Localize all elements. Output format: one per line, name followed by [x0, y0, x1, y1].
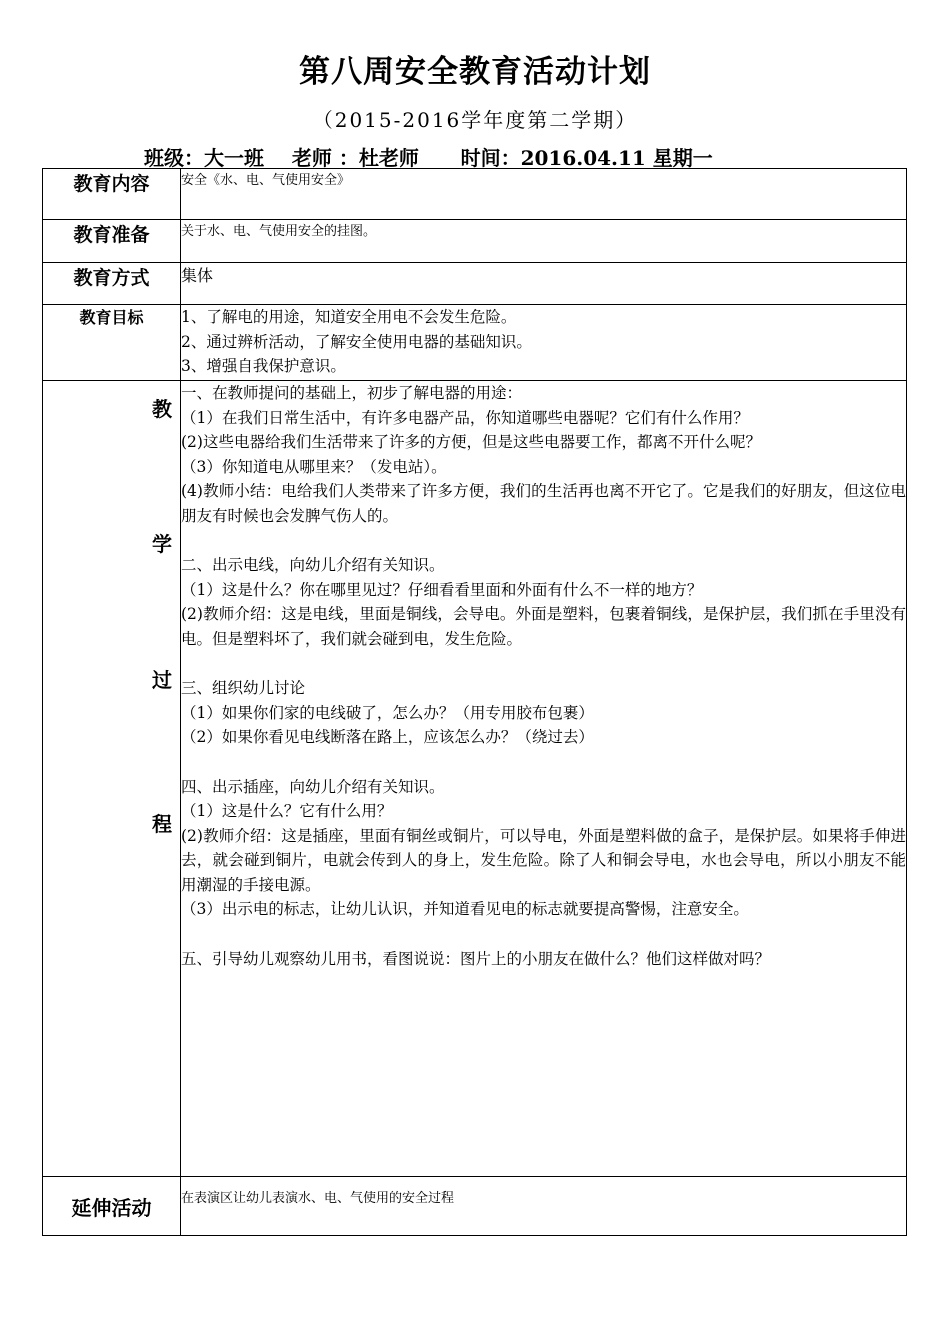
process-paragraph: （1）这是什么？它有什么用？: [181, 802, 393, 821]
row-education-preparation: [43, 220, 907, 263]
education-content-value: 安全《水、电、气使用安全》: [181, 169, 907, 220]
row-education-method: [43, 263, 907, 305]
process-label-char: 过: [152, 668, 172, 692]
label-education-preparation: 教育准备: [43, 220, 181, 263]
row-education-content: [43, 169, 907, 220]
row-teaching-process: [43, 381, 907, 1177]
process-paragraph: 二、出示电线，向幼儿介绍有关知识。: [181, 556, 445, 575]
label-extension-activity: 延伸活动: [43, 1177, 181, 1236]
class-teacher-date-line: 班级：大一班 老师 ：杜老师 时间：2016.04.11 星期一: [144, 146, 713, 170]
process-paragraph: （1）如果你们家的电线破了，怎么办？（用专用胶布包裹）: [181, 703, 594, 722]
label-education-method: 教育方式: [43, 263, 181, 305]
process-paragraph: (2)教师介绍：这是电线，里面是铜线，会导电。外面是塑料，包裹着铜线，是保护层，我们抓在手里没有电。但是塑料坏了，我们就会碰到电，发生危险。: [181, 605, 906, 648]
education-preparation-value: 关于水、电、气使用安全的挂图。: [181, 220, 907, 263]
lesson-plan-table: [42, 168, 907, 1236]
extension-activity-value: 在表演区让幼儿表演水、电、气使用的安全过程: [181, 1177, 907, 1236]
row-extension-activity: [43, 1177, 907, 1236]
process-paragraph: (4)教师小结：电给我们人类带来了许多方便，我们的生活再也离不开它了。它是我们的好朋友，但这位电朋友有时候也会发脾气伤人的。: [181, 482, 906, 525]
process-paragraph: （1）这是什么？你在哪里见过？仔细看看里面和外面有什么不一样的地方？: [181, 580, 703, 599]
process-label-char: 学: [152, 532, 172, 556]
label-education-content: 教育内容: [43, 169, 181, 220]
process-paragraph: 五、引导幼儿观察幼儿用书，看图说说：图片上的小朋友在做什么？他们这样做对吗？: [181, 949, 771, 968]
paragraph-spacer: [181, 922, 906, 947]
paragraph-spacer: [181, 652, 906, 677]
education-method-value: 集体: [181, 263, 907, 305]
process-paragraph: （1）在我们日常生活中，有许多电器产品，你知道哪些电器呢？它们有什么作用？: [181, 408, 749, 427]
goal-item: 3、增强自我保护意识。: [181, 357, 346, 375]
goal-item: 2、通过辨析活动，了解安全使用电器的基础知识。: [181, 332, 532, 351]
process-paragraph: （3）你知道电从哪里来？（发电站）。: [181, 457, 447, 476]
process-paragraph: 一、在教师提问的基础上，初步了解电器的用途：: [181, 384, 523, 402]
label-teaching-process: [43, 381, 181, 1177]
education-goals-list: [181, 305, 907, 381]
teaching-process-content: [181, 381, 907, 1177]
process-paragraph: 三、组织幼儿讨论: [181, 679, 306, 698]
process-paragraph: (2)教师介绍：这是插座，里面有铜丝或铜片，可以导电，外面是塑料做的盒子，是保护层。如果将手伸进去，就会碰到铜片，电就会传到人的身上，发生危险。除了人和铜会导电，水也会导电，所以小朋友不能用潮湿的手接电源。: [181, 826, 906, 894]
page-subtitle: （2015-2016学年度第二学期）: [312, 108, 638, 132]
process-paragraph: (2)这些电器给我们生活带来了许多的方便，但是这些电器要工作，都离不开什么呢？: [181, 433, 761, 452]
label-education-goals: 教育目标: [43, 305, 181, 381]
process-label-char: 教: [152, 397, 172, 421]
process-label-char: 程: [152, 812, 172, 836]
page-title: 第八周安全教育活动计划: [299, 54, 651, 90]
process-paragraph: （3）出示电的标志，让幼儿认识，并知道看见电的标志就要提高警惕，注意安全。: [181, 900, 749, 919]
goal-item: 1、了解电的用途，知道安全用电不会发生危险。: [181, 308, 517, 326]
process-paragraph: 四、出示插座，向幼儿介绍有关知识。: [181, 777, 445, 796]
paragraph-spacer: [181, 750, 906, 775]
process-paragraph: （2）如果你看见电线断落在路上，应该怎么办？（绕过去）: [181, 728, 594, 747]
row-education-goals: [43, 305, 907, 381]
paragraph-spacer: [181, 529, 906, 554]
